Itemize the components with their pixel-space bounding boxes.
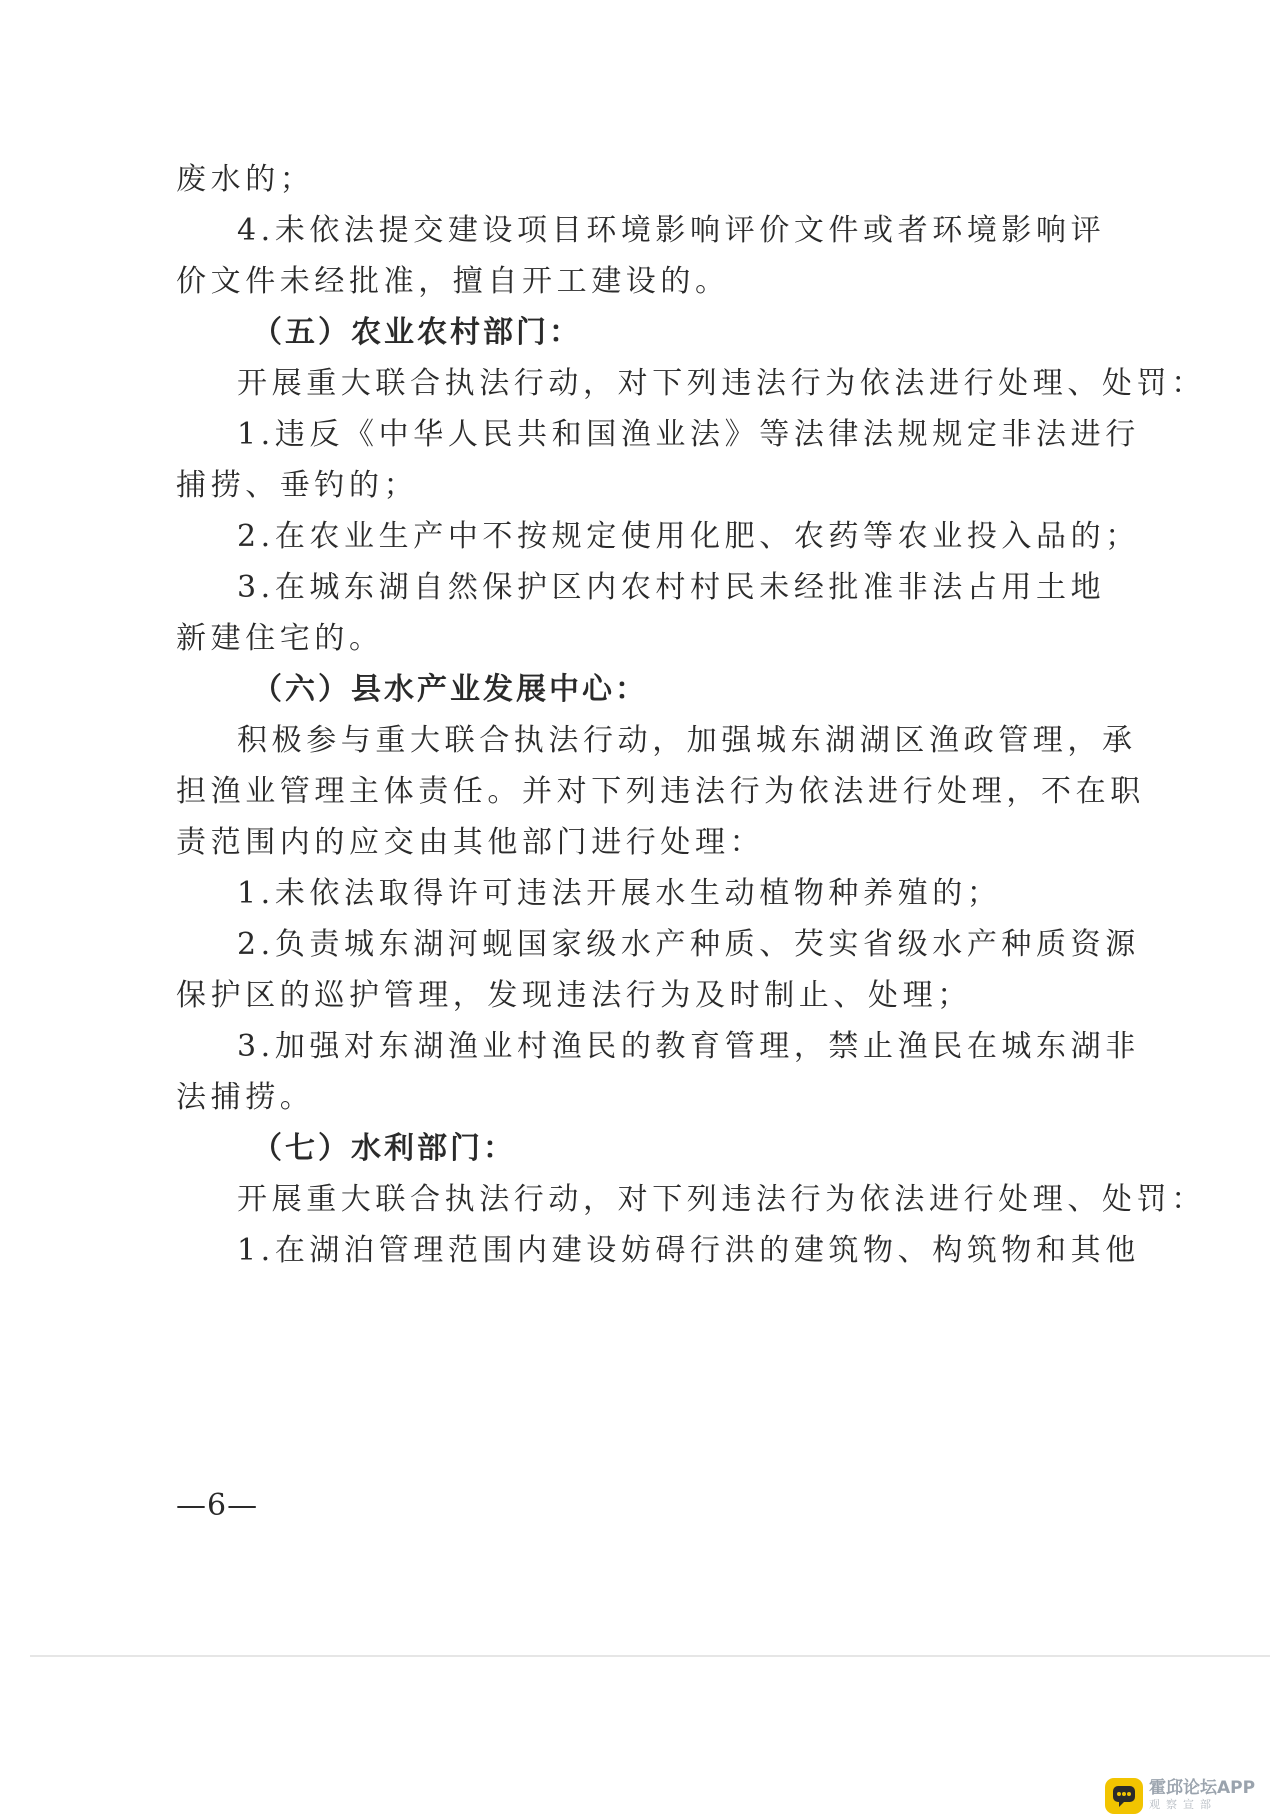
body-line: 2.负责城东湖河蚬国家级水产种质、芡实省级水产种质资源 <box>237 927 1140 962</box>
watermark-title: 霍邱论坛APP <box>1149 1778 1256 1798</box>
app-watermark <box>1105 1778 1275 1814</box>
body-line: 担渔业管理主体责任。并对下列违法行为依法进行处理，不在职 <box>176 774 1145 809</box>
body-line: 新建住宅的。 <box>176 621 384 656</box>
body-line: 保护区的巡护管理，发现违法行为及时制止、处理； <box>176 978 972 1013</box>
watermark-subtitle: 观察宣部 <box>1149 1798 1217 1811</box>
body-line: 捕捞、垂钓的； <box>176 468 419 503</box>
body-line: 废水的； <box>176 162 315 197</box>
chat-bubble-icon <box>1105 1778 1143 1814</box>
body-line: 1.违反《中华人民共和国渔业法》等法律法规规定非法进行 <box>237 417 1140 452</box>
body-line: 积极参与重大联合执法行动，加强城东湖湖区渔政管理，承 <box>237 723 1137 758</box>
body-line: 2.在农业生产中不按规定使用化肥、农药等农业投入品的； <box>237 519 1140 554</box>
page-divider <box>30 1655 1270 1657</box>
section-heading: （六）县水产业发展中心： <box>252 672 648 707</box>
body-line: 3.加强对东湖渔业村渔民的教育管理，禁止渔民在城东湖非 <box>237 1029 1140 1064</box>
page-number: —6— <box>176 1488 259 1523</box>
body-line: 4.未依法提交建设项目环境影响评价文件或者环境影响评 <box>237 213 1106 248</box>
body-line: 责范围内的应交由其他部门进行处理： <box>176 825 765 860</box>
body-line: 价文件未经批准，擅自开工建设的。 <box>176 264 730 299</box>
body-line: 1.未依法取得许可违法开展水生动植物种养殖的； <box>237 876 1002 911</box>
body-line: 法捕捞。 <box>176 1080 315 1115</box>
section-heading: （七）水利部门： <box>252 1131 516 1166</box>
body-line: 开展重大联合执法行动，对下列违法行为依法进行处理、处罚： <box>237 366 1206 401</box>
watermark-text <box>1149 1778 1255 1812</box>
body-line: 3.在城东湖自然保护区内农村村民未经批准非法占用土地 <box>237 570 1106 605</box>
body-line: 1.在湖泊管理范围内建设妨碍行洪的建筑物、构筑物和其他 <box>237 1233 1140 1268</box>
section-heading: （五）农业农村部门： <box>252 315 582 350</box>
body-line: 开展重大联合执法行动，对下列违法行为依法进行处理、处罚： <box>237 1182 1206 1217</box>
